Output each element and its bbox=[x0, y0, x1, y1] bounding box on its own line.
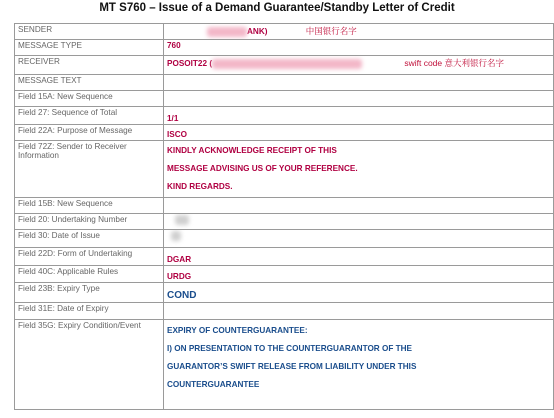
receiver-note: swift code 意大利银行名字 bbox=[404, 58, 504, 68]
field-label: Field 22D: Form of Undertaking bbox=[15, 248, 164, 266]
sender-value: ANK) bbox=[247, 27, 268, 36]
table-row bbox=[15, 198, 554, 214]
field-value: URDG bbox=[164, 266, 554, 283]
table-row bbox=[15, 214, 554, 230]
table-row bbox=[15, 56, 554, 75]
field-value bbox=[164, 198, 554, 214]
field-label: Field 15A: New Sequence bbox=[15, 91, 164, 107]
field-label: Field 27: Sequence of Total bbox=[15, 107, 164, 125]
field-value bbox=[164, 56, 554, 75]
field-value bbox=[164, 75, 554, 91]
table-row bbox=[15, 75, 554, 91]
field-label: Field 31E: Date of Expiry bbox=[15, 303, 164, 320]
table-row bbox=[15, 266, 554, 283]
value-line: COUNTERGUARANTEE bbox=[167, 380, 260, 389]
field-value: DGAR bbox=[164, 248, 554, 266]
table-row bbox=[15, 230, 554, 248]
page-title: MT S760 – Issue of a Demand Guarantee/Standby Letter of Credit bbox=[99, 2, 455, 14]
table-row bbox=[15, 125, 554, 141]
field-value bbox=[164, 141, 554, 198]
field-label: SENDER bbox=[15, 24, 164, 40]
field-label: Field 23B: Expiry Type bbox=[15, 283, 164, 303]
field-value: ISCO bbox=[164, 125, 554, 141]
mt760-table bbox=[14, 23, 554, 410]
field-value bbox=[164, 230, 554, 248]
field-value: COND bbox=[164, 283, 554, 303]
redacted-block bbox=[212, 59, 362, 69]
value-line: KIND REGARDS. bbox=[167, 182, 233, 191]
field-label: Field 20: Undertaking Number bbox=[15, 214, 164, 230]
field-label: Field 22A: Purpose of Message bbox=[15, 125, 164, 141]
sender-note: 中国银行名字 bbox=[305, 26, 357, 36]
field-value: 760 bbox=[164, 40, 554, 56]
value-line: I) ON PRESENTATION TO THE COUNTERGUARANTOR OF THE bbox=[167, 344, 413, 353]
value-line: GUARANTOR’S SWIFT RELEASE FROM LIABILITY UNDER THIS bbox=[167, 362, 417, 371]
field-value bbox=[164, 24, 554, 40]
table-row bbox=[15, 91, 554, 107]
table-row bbox=[15, 283, 554, 303]
field-value bbox=[164, 91, 554, 107]
field-value bbox=[164, 303, 554, 320]
field-label: Field 35G: Expiry Condition/Event bbox=[15, 320, 164, 410]
field-label: Field 30: Date of Issue bbox=[15, 230, 164, 248]
field-value: 1/1 bbox=[164, 107, 554, 125]
value-line: KINDLY ACKNOWLEDGE RECEIPT OF THIS bbox=[167, 146, 337, 155]
redacted-block bbox=[207, 27, 247, 37]
redacted-block bbox=[171, 231, 181, 241]
table-row bbox=[15, 40, 554, 56]
table-row bbox=[15, 303, 554, 320]
field-label: Field 40C: Applicable Rules bbox=[15, 266, 164, 283]
field-label: MESSAGE TYPE bbox=[15, 40, 164, 56]
table-row bbox=[15, 320, 554, 410]
field-label: Field 72Z: Sender to Receiver Information bbox=[15, 141, 164, 198]
field-value bbox=[164, 214, 554, 230]
table-row bbox=[15, 107, 554, 125]
field-label: Field 15B: New Sequence bbox=[15, 198, 164, 214]
field-value bbox=[164, 320, 554, 410]
table-row bbox=[15, 24, 554, 40]
receiver-value: POSOIT22 ( bbox=[167, 59, 213, 68]
table-row bbox=[15, 141, 554, 198]
value-line: EXPIRY OF COUNTERGUARANTEE: bbox=[167, 326, 308, 335]
field-label: RECEIVER bbox=[15, 56, 164, 75]
value-line: MESSAGE ADVISING US OF YOUR REFERENCE. bbox=[167, 164, 358, 173]
table-row bbox=[15, 248, 554, 266]
redacted-block bbox=[175, 215, 189, 225]
field-label: MESSAGE TEXT bbox=[15, 75, 164, 91]
